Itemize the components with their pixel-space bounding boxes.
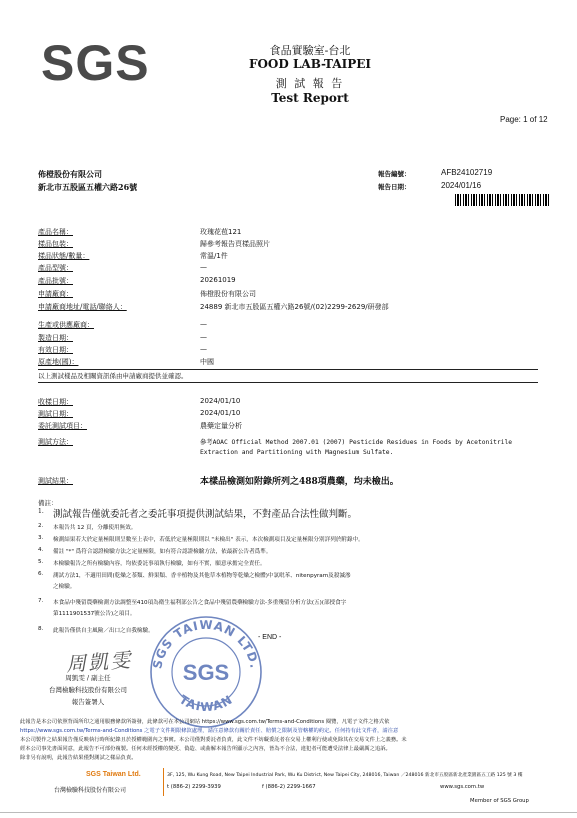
note-number: 1. xyxy=(38,508,44,515)
note-number: 8. xyxy=(38,626,44,632)
note-7-line1: 本食品中殘留農藥檢測方法調整至410項為衛生福利部公告之食品中殘留農藥檢驗方法-多重殘留分析方法(五)(部授食字 xyxy=(53,600,347,606)
field-value: 佈橙股份有限公司 xyxy=(200,290,256,298)
page-number: Page: 1 of 12 xyxy=(500,115,548,124)
note-6-line2: 之檢驗。 xyxy=(53,584,76,590)
note-2: 本報告共 12 頁，分離使用無效。 xyxy=(53,525,137,531)
report-no: AFB24102719 xyxy=(441,168,493,177)
barcode xyxy=(455,194,549,206)
note-8: 此報告僅供自主風險／出口之自我檢驗。 xyxy=(53,628,154,634)
lab-title-en: FOOD LAB-TAIPEI xyxy=(248,57,372,71)
legal-line-5: 除非另有說明，此報告結果僅對測試之樣品負責。 xyxy=(20,755,137,761)
sgs-logo: SGS xyxy=(41,35,150,91)
field-value: 玫瑰花苞121 xyxy=(200,228,242,236)
field-value: — xyxy=(200,320,207,328)
method-line2: Extraction and Partitioning with Magnesium Sulfate. xyxy=(200,449,394,456)
field-value: 24889 新北市五股區五權六路26號/(02)2299-2629/研發部 xyxy=(200,303,389,311)
field-value: 20261019 xyxy=(200,276,236,284)
legal-line-3: 本公司製作之結果報告僅反映執行時所紀錄且於授權範圍內之事實。本公司僅對委託者負責，此文件不妨礙委託者在交易上權利行使或免除其在交易文件上之義務。未 xyxy=(20,737,407,743)
report-title-cn: 測 試 報 告 xyxy=(275,77,345,90)
field-value: 農藥定量分析 xyxy=(200,422,242,430)
field-value: 中國 xyxy=(200,358,214,366)
page-edge xyxy=(0,812,577,818)
company-seal xyxy=(146,612,266,732)
legal-line-1: 此報告是本公司依照背面所印之通用服務條款所簽發，此條款可在本公司網站 https://www.sgs.com.tw/Terms-and-Conditions 閱覽，凡電子文件之格式依 xyxy=(20,719,390,725)
seal-graphic xyxy=(146,612,266,732)
notes-title: 備註： xyxy=(38,499,58,507)
field-label: 收樣日期： xyxy=(38,398,73,406)
client-address: 新北市五股區五權六路26號 xyxy=(38,182,138,192)
note-4: 備註 "*" 爲符合認證檢驗方法之定量極限，如有符合認證檢驗方法，依最新公告者爲準。 xyxy=(53,549,272,555)
seal-top-text: SGS TAIWAN LTD. xyxy=(150,617,262,671)
footer-company-en: SGS Taiwan Ltd. xyxy=(86,771,141,778)
client-name: 佈橙股份有限公司 xyxy=(38,169,102,179)
footer-tel: t (886-2) 2299-3939 xyxy=(167,784,221,790)
divider xyxy=(38,382,538,383)
field-label: 測試日期： xyxy=(38,410,73,418)
method-line1: 參考AOAC Official Method 2007.01 (2007) Pesticide Residues in Foods by Acetonitrile xyxy=(200,439,513,446)
field-label: 委託測試項目： xyxy=(38,422,87,430)
field-label: 生產或供應廠商： xyxy=(38,321,94,329)
footer-member: Member of SGS Group xyxy=(470,798,529,804)
field-label: 產品名稱： xyxy=(38,228,73,236)
lab-title-cn: 食品實驗室-台北 xyxy=(269,44,351,57)
end-marker: - END - xyxy=(258,634,282,641)
field-value: 常溫/1件 xyxy=(200,252,228,260)
seal-center-text: SGS xyxy=(182,660,230,685)
field-label: 樣品狀態/數量： xyxy=(38,252,90,260)
report-date-label: 報告日期： xyxy=(378,183,411,191)
field-label: 產品批號： xyxy=(38,277,73,285)
footer-fax: f (886-2) 2299-1667 xyxy=(262,784,316,790)
footer-divider xyxy=(163,768,164,796)
field-label: 產品型號： xyxy=(38,264,73,272)
field-label: 樣品包裝： xyxy=(38,240,73,248)
note-number: 2. xyxy=(38,523,44,529)
result-value: 本樣品檢測如附錄所列之488項農藥，均未檢出。 xyxy=(200,477,399,487)
seal-bottom-text: TAIWAN xyxy=(176,692,236,715)
handwritten-signature: 周凱雯 xyxy=(65,647,133,677)
field-label: 原產地(國)： xyxy=(38,358,79,366)
svg-text:TAIWAN xyxy=(177,692,236,714)
note-7-line2: 第1111901537號公告)之項目。 xyxy=(53,611,136,617)
field-value: 歸參考報告頁樣品照片 xyxy=(200,240,270,248)
note-3: 檢測結果若大於定量極限則呈數至上表中，若低於定量極限則以 "未檢出" 表示，本次檢測項目及定量極限分別詳列於附錄中。 xyxy=(53,537,364,543)
field-value: — xyxy=(200,263,207,271)
signer-name: 周凱雯 / 副主任 xyxy=(65,674,111,682)
field-label: 製造日期： xyxy=(38,334,73,342)
method-label: 測試方法： xyxy=(38,438,73,446)
divider xyxy=(38,369,538,370)
footer-website[interactable]: www.sgs.com.tw xyxy=(440,784,485,790)
field-value: 2024/01/10 xyxy=(200,397,241,405)
legal-line-4: 經本公司事先書面同意，此報告不可部份複製。任何未經授權的變更、偽造、或曲解本報告所顯示之內容，皆為不合法，違犯者可能遭受法律上最嚴厲之追訴。 xyxy=(20,746,391,752)
footer-address: 3F, 125, Wu Kung Road, New Taipei Industrial Park, Wu Ku District, New Taipei City, 248016, Taiwan ／248016 新北市五股區新北產業園區五工路 125 號 3 樓 xyxy=(167,773,523,778)
field-label: 申請廠商： xyxy=(38,290,73,298)
result-label: 測試結果： xyxy=(38,477,73,485)
note-1: 測試報告僅就委託者之委託事項提供測試結果，不對產品合法性做判斷。 xyxy=(53,509,358,520)
note-number: 4. xyxy=(38,547,44,553)
note-number: 6. xyxy=(38,571,44,577)
footer-company-cn: 台灣檢驗科技股份有限公司 xyxy=(54,787,127,794)
report-date: 2024/01/16 xyxy=(441,181,482,190)
field-value: — xyxy=(200,333,207,341)
signer-role: 報告簽署人 xyxy=(71,698,105,706)
note-number: 7. xyxy=(38,598,44,604)
signer-company: 台灣檢驗科技股份有限公司 xyxy=(49,686,127,694)
field-value: 2024/01/10 xyxy=(200,409,241,417)
field-label: 申請廠商地址/電話/聯絡人： xyxy=(38,303,127,311)
note-5: 本檢驗報告之所有檢驗內容，均依委託事項執行檢驗，如有不實，願意承擔完全責任。 xyxy=(53,561,266,567)
note-number: 5. xyxy=(38,559,44,565)
report-title-en: Test Report xyxy=(271,91,349,105)
legal-line-2: https://www.sgs.com.tw/Terms-and-Conditions 之電子文件期限條款處理，請注意條款有關於責任、賠償之限制及管轄權的約定。任何持有此文件者，請注意 xyxy=(20,728,399,734)
disclaimer: 以上測試樣品及相關資訊係由申請廠商提供並確認。 xyxy=(38,372,188,380)
field-label: 有效日期： xyxy=(38,346,73,354)
field-value: — xyxy=(200,345,207,353)
note-number: 3. xyxy=(38,535,44,541)
note-6-line1: 測試方法1，不適用田間(乾燥之茶類、鮮果類、香辛植物及其他草本植物等乾燥之檢體)中氯吡苯、nitenpyram及殺滅滲 xyxy=(53,573,351,579)
report-no-label: 報告編號： xyxy=(378,170,411,178)
